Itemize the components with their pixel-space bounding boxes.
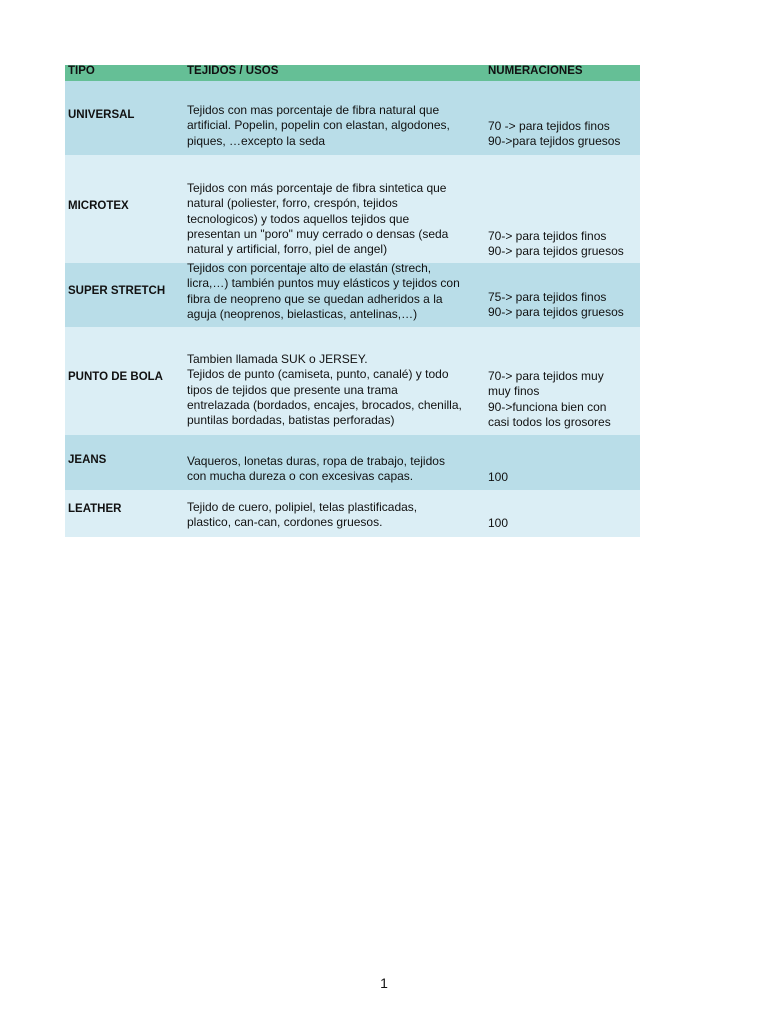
row-tipo: JEANS — [68, 454, 107, 466]
table-header-row — [65, 65, 640, 81]
row-tejidos-usos: Tambien llamada SUK o JERSEY. Tejidos de punto (camiseta, punto, canalé) y todo tipos de tejidos que presente una trama entrelazada (bordados, encajes, brocados, chenilla, puntilas bordadas, batistas perforadas) — [187, 352, 462, 428]
row-tejidos-usos: Tejidos con más porcentaje de fibra sintetica que natural (poliester, forro, crespón, tejidos tecnologicos) y todos aquellos tejidos que presentan un "poro" muy cerrado o densas (seda natural y artificial, forro, piel de angel) — [187, 181, 449, 257]
row-numeraciones: 100 — [488, 470, 509, 484]
row-tejidos-usos: Tejidos con porcentaje alto de elastán (strech, licra,…) también puntos muy elásticos y tejidos con fibra de neopreno que se quedan adheridos a la aguja (neoprenos, bielasticas, antelinas,…) — [187, 261, 460, 321]
row-tipo: SUPER STRETCH — [68, 285, 166, 297]
fabric-needle-table — [65, 65, 640, 537]
table-row — [65, 327, 640, 435]
row-tejidos-usos: Vaqueros, lonetas duras, ropa de trabajo, tejidos con mucha dureza o con excesivas capas. — [187, 454, 445, 484]
row-tejidos-usos: Tejido de cuero, polipiel, telas plastificadas, plastico, can-can, cordones gruesos. — [187, 500, 418, 530]
row-numeraciones: 75-> para tejidos finos 90-> para tejidos gruesos — [488, 290, 624, 320]
header-numeraciones: NUMERACIONES — [488, 65, 583, 77]
row-numeraciones: 70 -> para tejidos finos 90->para tejidos gruesos — [488, 119, 621, 149]
row-numeraciones: 70-> para tejidos muy muy finos 90->funciona bien con casi todos los grosores — [488, 369, 611, 429]
row-tipo: MICROTEX — [68, 200, 129, 212]
row-tipo: LEATHER — [68, 503, 122, 515]
header-tipo: TIPO — [68, 65, 95, 77]
row-numeraciones: 100 — [488, 516, 509, 530]
table-row — [65, 490, 640, 537]
table-row — [65, 81, 640, 155]
table-row — [65, 155, 640, 263]
header-tejidos-usos: TEJIDOS / USOS — [187, 65, 279, 77]
table-row — [65, 435, 640, 490]
table-row — [65, 263, 640, 327]
row-tipo: UNIVERSAL — [68, 109, 135, 121]
row-tejidos-usos: Tejidos con mas porcentaje de fibra natural que artificial. Popelin, popelin con elastan, algodones, piques, …excepto la seda — [187, 103, 450, 148]
page-number: 1 — [380, 975, 388, 991]
row-tipo: PUNTO DE BOLA — [68, 371, 163, 383]
row-numeraciones: 70-> para tejidos finos 90-> para tejidos gruesos — [488, 229, 624, 259]
